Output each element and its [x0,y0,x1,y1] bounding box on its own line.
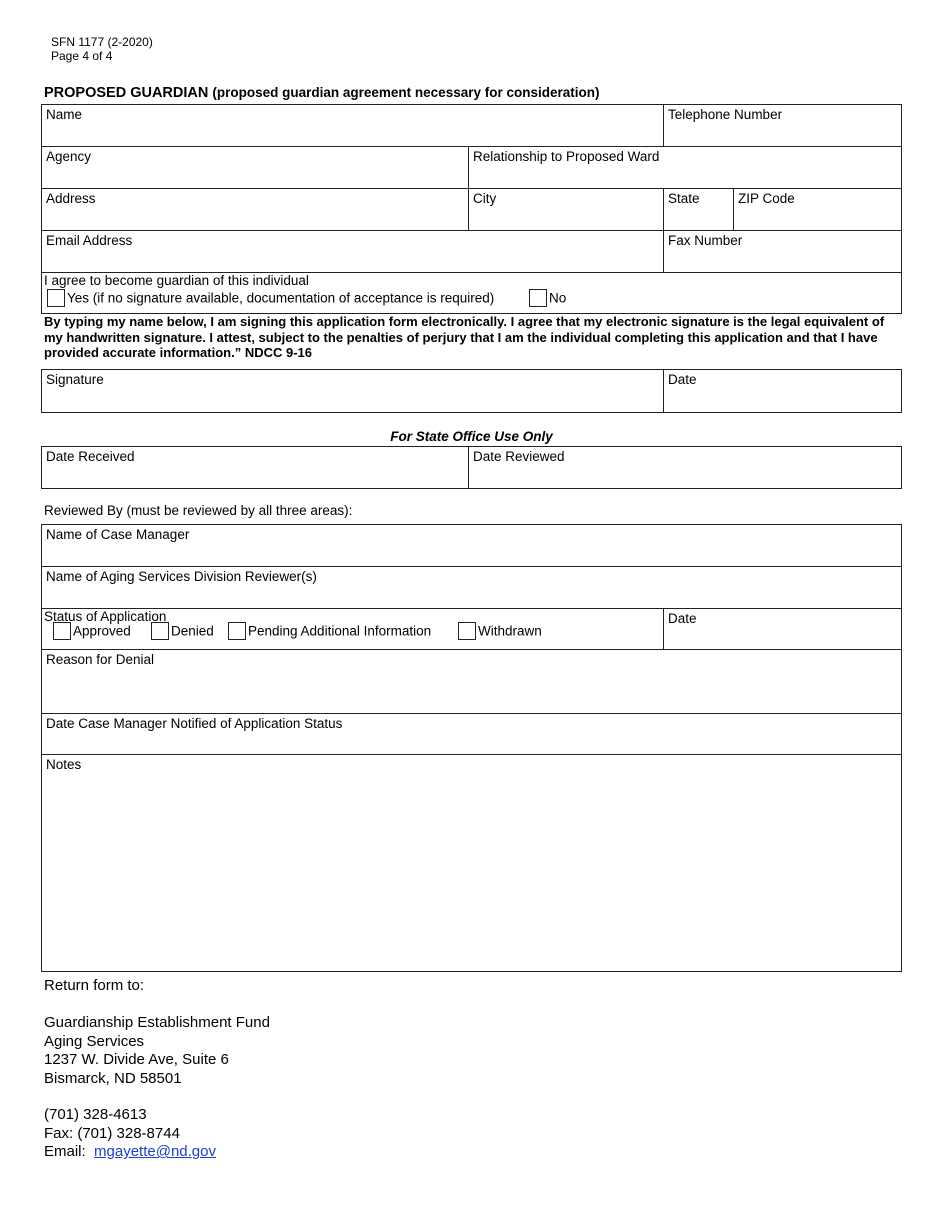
telephone-field[interactable] [663,104,902,147]
return-email-label: Email: [44,1143,86,1161]
name-label: Name [46,107,83,122]
fax-field[interactable] [663,230,902,273]
signature-date-label: Date [668,372,697,387]
telephone-label: Telephone Number [668,107,783,122]
return-email-row [44,1143,216,1162]
status-withdrawn-checkbox[interactable] [458,622,476,640]
return-form-label: Return form to: [44,977,145,994]
date-notified-label: Date Case Manager Notified of Application Status [46,716,343,731]
signature-label: Signature [46,372,104,387]
status-denied-option[interactable] [151,622,214,640]
aging-reviewer-label: Name of Aging Services Division Reviewer(s) [46,569,317,584]
date-reviewed-label: Date Reviewed [473,449,565,464]
page-indicator: Page 4 of 4 [51,49,113,63]
agree-no-checkbox[interactable] [529,289,547,307]
name-field[interactable] [41,104,664,147]
state-field[interactable] [663,188,734,231]
zip-field[interactable] [733,188,902,231]
status-pending-option[interactable] [228,622,431,640]
status-pending-label: Pending Additional Information [248,623,432,639]
case-manager-field[interactable] [41,524,902,567]
reason-denial-field[interactable] [41,649,902,714]
notes-label: Notes [46,757,82,772]
state-label: State [668,191,700,206]
section-title [44,85,600,101]
signature-field[interactable] [41,369,664,413]
status-withdrawn-label: Withdrawn [478,623,542,639]
status-denied-checkbox[interactable] [151,622,169,640]
return-dept: Aging Services [44,1032,145,1050]
form-number: SFN 1177 (2-2020) [51,35,153,49]
relationship-label: Relationship to Proposed Ward [473,149,660,164]
reason-denial-label: Reason for Denial [46,652,155,667]
status-approved-label: Approved [73,623,131,639]
agency-label: Agency [46,149,92,164]
form-header [51,35,153,63]
section-title-main: PROPOSED GUARDIAN [44,85,209,101]
agree-question: I agree to become guardian of this individual [44,273,309,288]
status-pending-checkbox[interactable] [228,622,246,640]
city-label: City [473,191,497,206]
zip-label: ZIP Code [738,191,795,206]
agree-yes-option[interactable] [47,289,494,307]
return-phone: (701) 328-4613 [44,1106,147,1123]
fax-label: Fax Number [668,233,743,248]
date-reviewed-field[interactable] [468,446,902,489]
return-email-link[interactable]: mgayette@nd.gov [94,1143,216,1161]
agree-yes-label: Yes (if no signature available, documentation of acceptance is required) [67,290,495,306]
date-received-label: Date Received [46,449,135,464]
section-title-sub: (proposed guardian agreement necessary for consideration) [212,85,600,100]
address-label: Address [46,191,96,206]
city-field[interactable] [468,188,664,231]
agency-field[interactable] [41,146,469,189]
agree-yes-checkbox[interactable] [47,289,65,307]
agree-no-option[interactable] [529,289,566,307]
reviewed-by-label: Reviewed By (must be reviewed by all three areas): [44,503,353,518]
attestation-text: By typing my name below, I am signing this application form electronically. I agree that my electronic signature is the legal equivalent of my handwritten signature. I attest, subject to the penalties of perjury that I am the individual completing this application and that I have provided accurate information.” NDCC 9-16 [44,314,885,360]
aging-reviewer-field[interactable] [41,566,902,609]
notes-field[interactable] [41,754,902,972]
address-field[interactable] [41,188,469,231]
return-city-state: Bismarck, ND 58501 [44,1069,182,1087]
relationship-field[interactable] [468,146,902,189]
return-address [44,1014,270,1088]
state-office-title: For State Office Use Only [390,429,553,444]
case-manager-label: Name of Case Manager [46,527,190,542]
signature-date-field[interactable] [663,369,902,413]
email-field[interactable] [41,230,664,273]
status-denied-label: Denied [171,623,214,639]
status-date-field[interactable] [663,608,902,650]
agree-no-label: No [549,290,567,306]
date-received-field[interactable] [41,446,469,489]
status-approved-option[interactable] [53,622,131,640]
status-date-label: Date [668,611,697,626]
return-fax: Fax: (701) 328-8744 [44,1124,180,1142]
status-approved-checkbox[interactable] [53,622,71,640]
email-label: Email Address [46,233,133,248]
return-contact [44,1106,216,1162]
status-label: Status of Application [44,609,167,624]
status-withdrawn-option[interactable] [458,622,542,640]
return-street: 1237 W. Divide Ave, Suite 6 [44,1051,229,1069]
return-org: Guardianship Establishment Fund [44,1014,270,1031]
date-notified-field[interactable] [41,713,902,755]
